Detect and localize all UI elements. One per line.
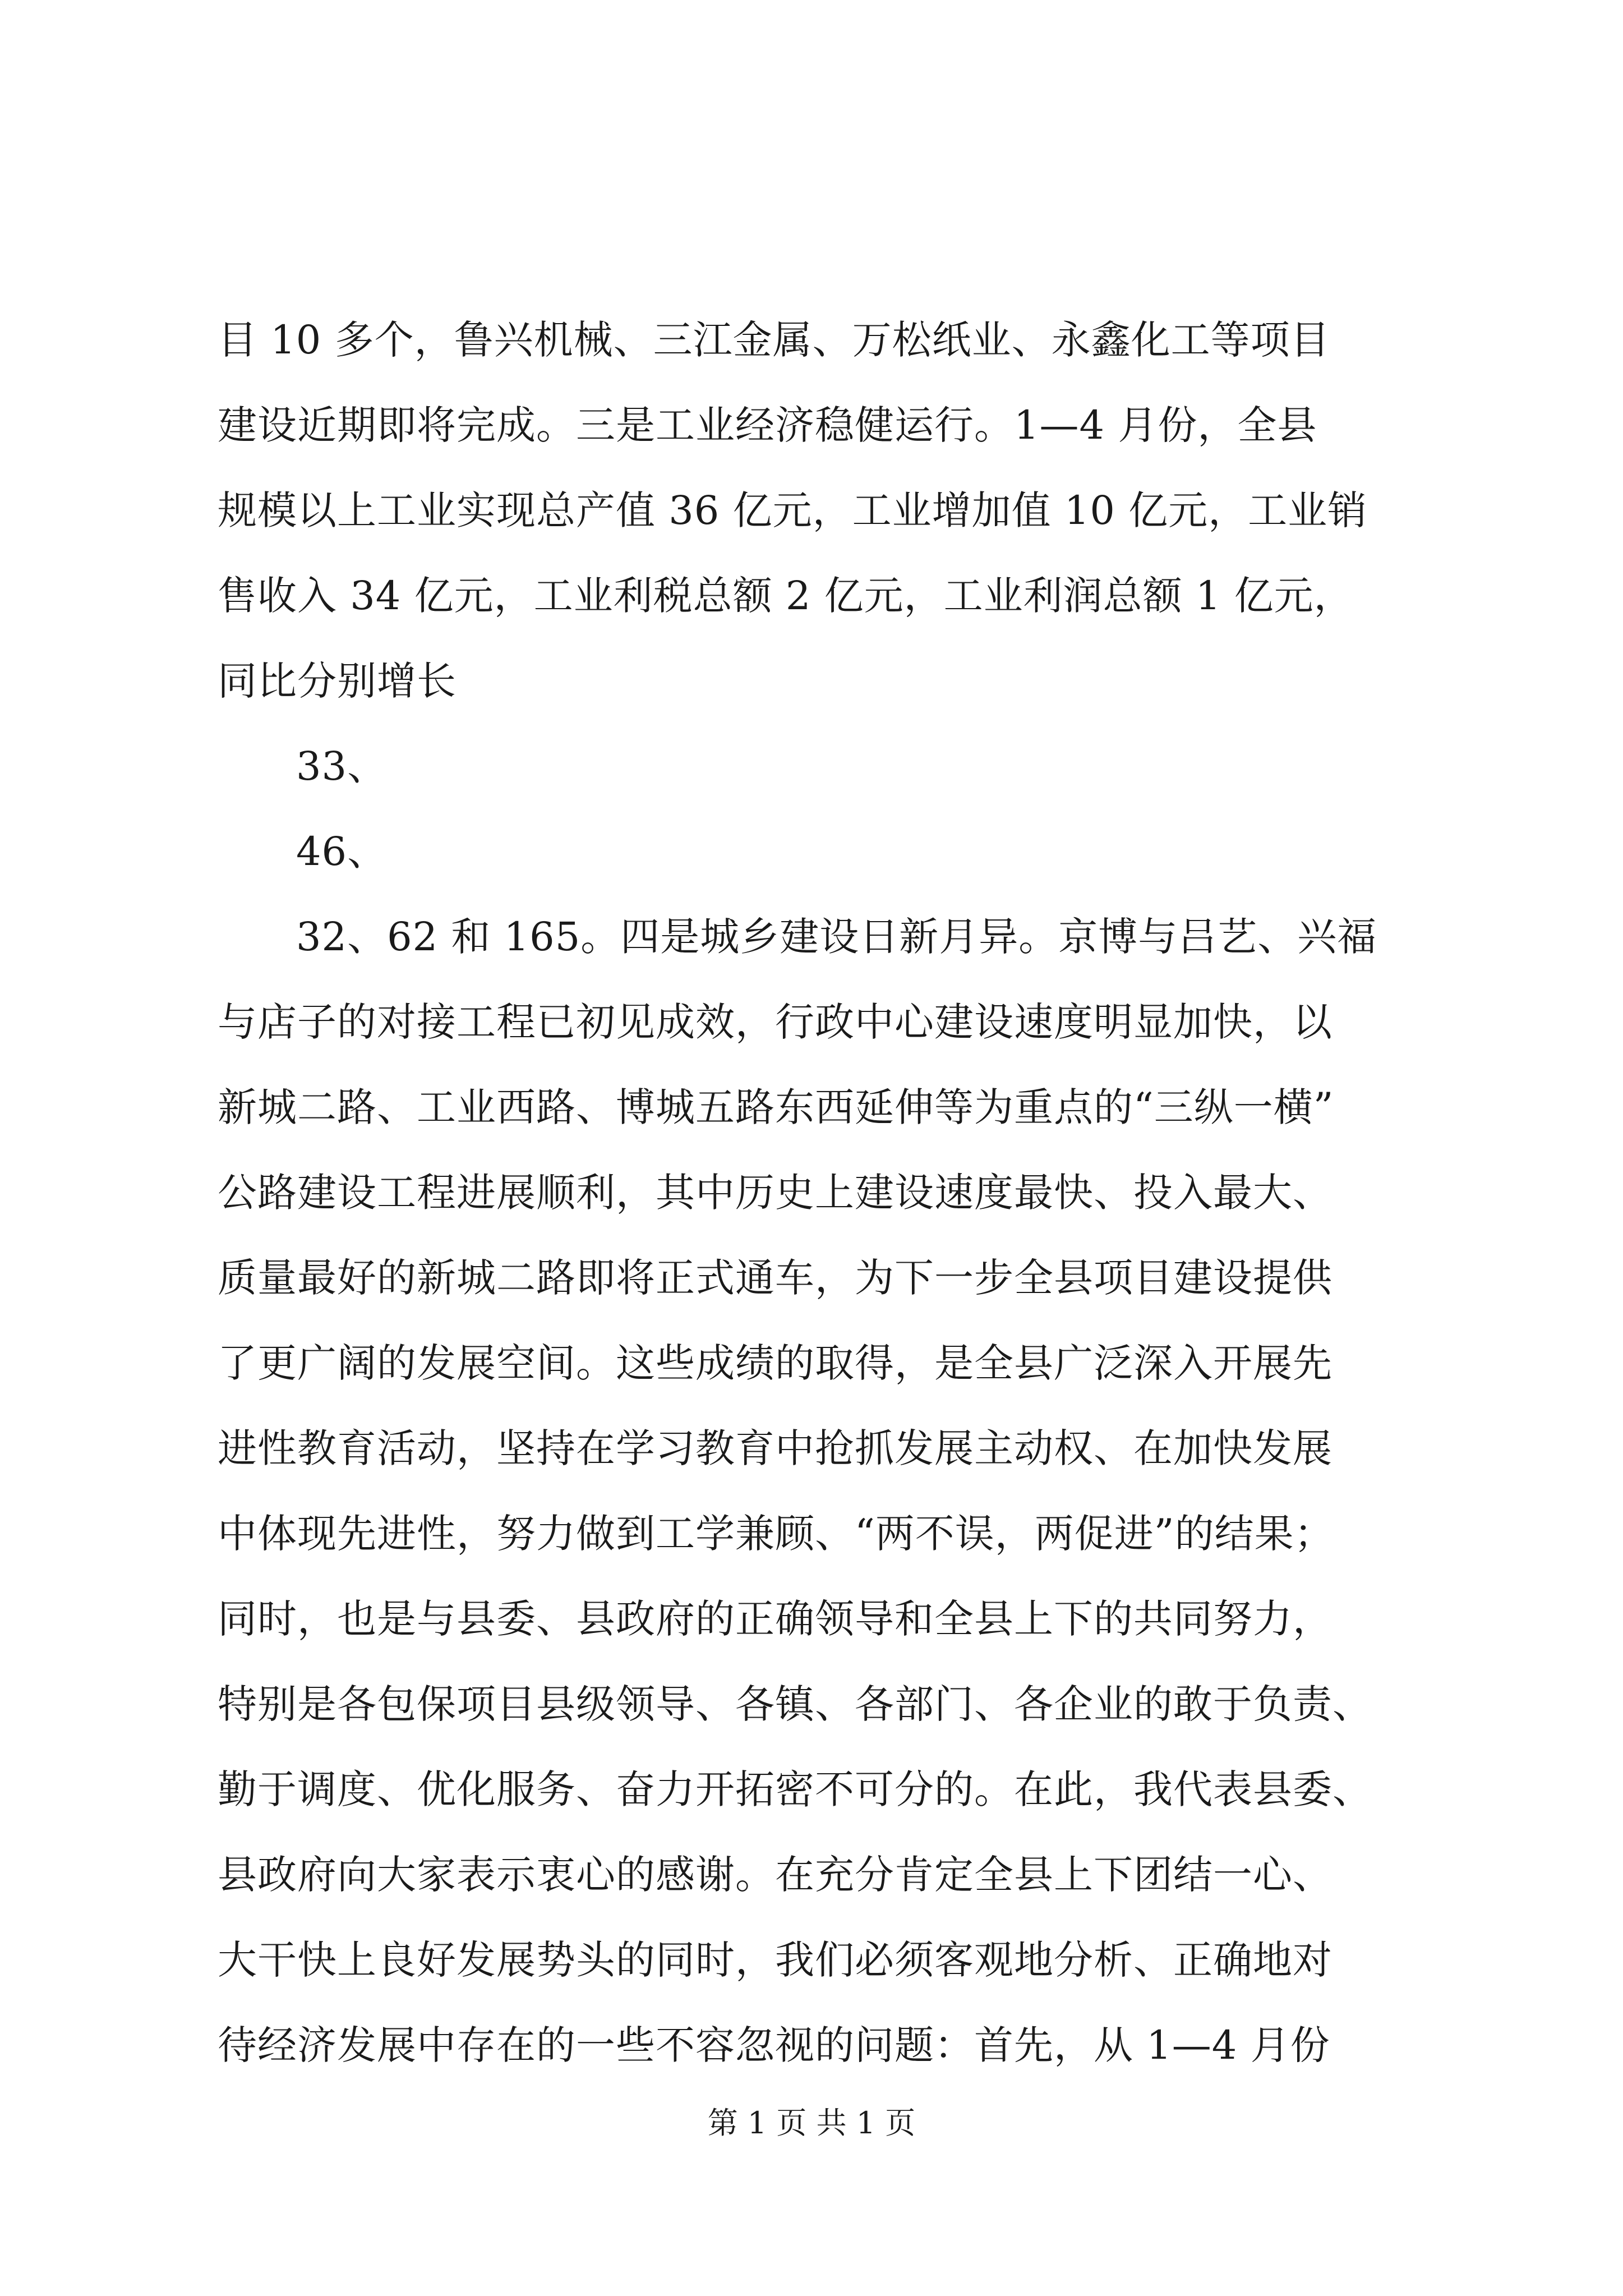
text-line: 目 10 多个，鲁兴机械、三江金属、万松纸业、永鑫化工等项目 — [218, 317, 1330, 363]
text-line: 进性教育活动，坚持在学习教育中抢抓发展主动权、在加快发展 — [218, 1425, 1332, 1471]
text-line: 中体现先进性，努力做到工学兼顾、“两不误，两促进”的结果； — [218, 1511, 1334, 1557]
text-line: 售收入 34 亿元，工业利税总额 2 亿元，工业利润总额 1 亿元， — [218, 573, 1354, 619]
text-line: 县政府向大家表示衷心的感谢。在充分肯定全县上下团结一心、 — [218, 1852, 1332, 1898]
text-line: 与店子的对接工程已初见成效，行政中心建设速度明显加快，以 — [218, 999, 1332, 1045]
text-line: 质量最好的新城二路即将正式通车，为下一步全县项目建设提供 — [218, 1255, 1332, 1301]
text-line: 同比分别增长 — [218, 658, 457, 704]
text-line: 同时，也是与县委、县政府的正确领导和全县上下的共同努力， — [218, 1596, 1332, 1642]
text-line: 46、 — [296, 829, 388, 875]
text-line: 新城二路、工业西路、博城五路东西延伸等为重点的“三纵一横” — [218, 1084, 1334, 1130]
text-line: 建设近期即将完成。三是工业经济稳健运行。1—4 月份，全县 — [218, 402, 1317, 448]
text-line: 33、 — [296, 743, 388, 789]
text-line: 规模以上工业实现总产值 36 亿元，工业增加值 10 亿元，工业销 — [218, 487, 1368, 533]
text-line: 公路建设工程进展顺利，其中历史上建设速度最快、投入最大、 — [218, 1170, 1332, 1216]
page-number-label: 第 1 页 共 1 页 — [707, 2105, 916, 2141]
text-line: 待经济发展中存在的一些不容忽视的问题：首先，从 1—4 月份 — [218, 2022, 1330, 2068]
paragraph-start-line: 32、62 和 165。四是城乡建设日新月异。京博与吕艺、兴福 — [296, 914, 1377, 960]
text-line: 大干快上良好发展势头的同时，我们必须客观地分析、正确地对 — [218, 1937, 1332, 1983]
text-line: 了更广阔的发展空间。这些成绩的取得，是全县广泛深入开展先 — [218, 1340, 1332, 1386]
body-text — [218, 297, 1418, 2088]
text-line: 特别是各包保项目县级领导、各镇、各部门、各企业的敢于负责、 — [218, 1681, 1372, 1727]
page-footer — [0, 2101, 1623, 2146]
text-line: 勤于调度、优化服务、奋力开拓密不可分的。在此，我代表县委、 — [218, 1766, 1372, 1812]
